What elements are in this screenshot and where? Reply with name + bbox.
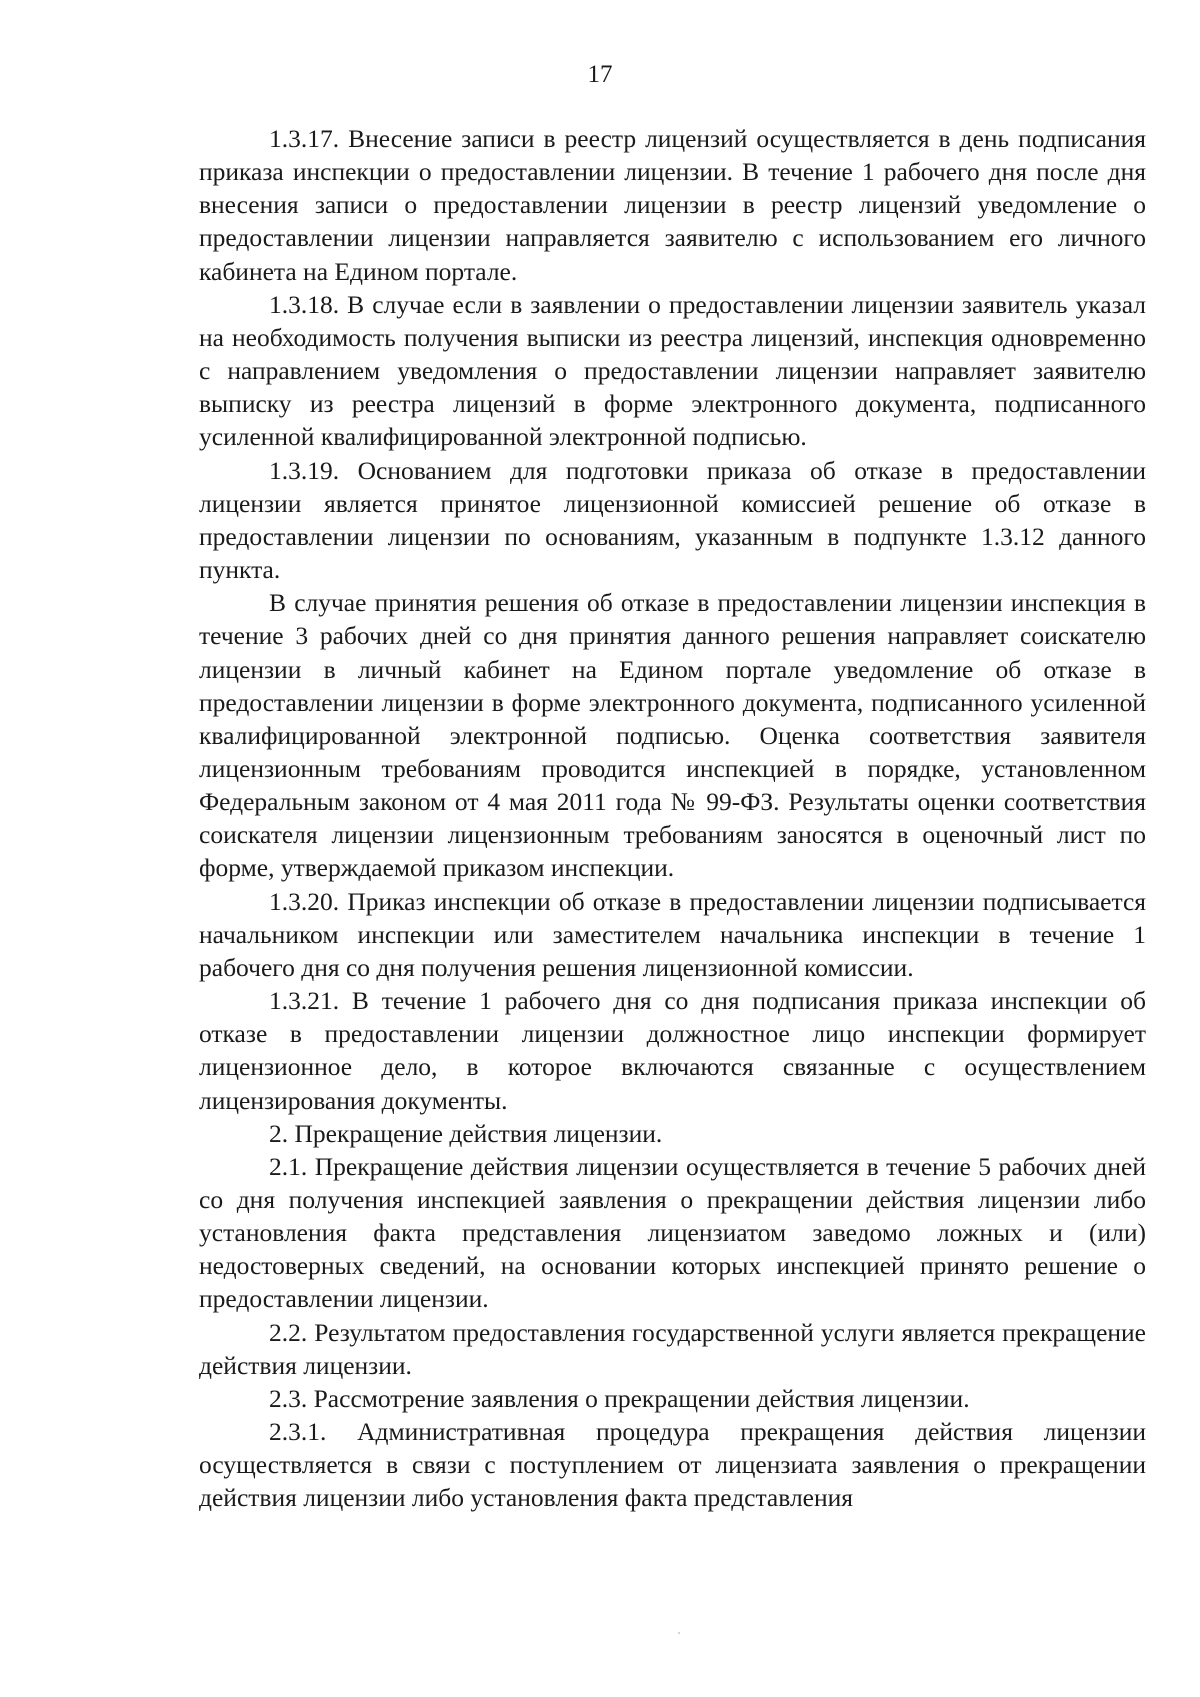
paragraph-1-3-18: 1.3.18. В случае если в заявлении о предоставлении лицензии заявитель указал на необходимость получения выписки из реестра лицензий, инспекция одновременно с направлением уведомления о предоставлении лицензии направляет заявителю выписку из реестра лицензий в форме электронного документа, подписанного усиленной квалифицированной электронной подписью. [199,289,1146,452]
document-body [199,122,1146,1515]
scan-speck [678,1632,680,1634]
paragraph-2-2: 2.2. Результатом предоставления государственной услуги является прекращение действия лицензии. [199,1317,1146,1380]
paragraph-1-3-21: 1.3.21. В течение 1 рабочего дня со дня подписания приказа инспекции об отказе в предоставлении лицензии должностное лицо инспекции формирует лицензионное дело, в которое включаются связанные с осуществлением лицензирования документы. [199,986,1146,1115]
paragraph-1-3-19: 1.3.19. Основанием для подготовки приказа об отказе в предоставлении лицензии является принятое лицензионной комиссией решение об отказе в предоставлении лицензии по основаниям, указанным в подпункте 1.3.12 данного пункта. [199,455,1146,585]
paragraph-2-1: 2.1. Прекращение действия лицензии осуществляется в течение 5 рабочих дней со дня получения инспекцией заявления о прекращении действия лицензии либо установления факта представления лицензиатом заведомо ложных и (или) недостоверных сведений, на основании которых инспекцией принято решение о предоставлении лицензии. [199,1151,1146,1314]
section-heading-2: 2. Прекращение действия лицензии. [269,1118,663,1148]
paragraph-refusal-notice: В случае принятия решения об отказе в предоставлении лицензии инспекция в течение 3 рабочих дней со дня принятия данного решения направляет соискателю лицензии в личный кабинет на Едином портале уведомление об отказе в предоставлении лицензии в форме электронного документа, подписанного усиленной квалифицированной электронной подписью. Оценка соответствия заявителя лицензионным требованиям проводится инспекцией в порядке, установленном Федеральным законом от 4 мая 2011 года № 99-ФЗ. Результаты оценки соответствия соискателя лицензии лицензионным требованиям заносятся в оценочный лист по форме, утверждаемой приказом инспекции. [199,588,1146,883]
paragraph-1-3-20: 1.3.20. Приказ инспекции об отказе в предоставлении лицензии подписывается начальником инспекции или заместителем начальника инспекции в течение 1 рабочего дня со дня получения решения лицензионной комиссии. [199,886,1146,982]
paragraph-2-3: 2.3. Рассмотрение заявления о прекращении действия лицензии. [269,1383,970,1413]
paragraph-1-3-17: 1.3.17. Внесение записи в реестр лицензий осуществляется в день подписания приказа инспекции о предоставлении лицензии. В течение 1 рабочего дня после дня внесения записи о предоставлении лицензии в реестр лицензий уведомление о предоставлении лицензии направляется заявителю с использованием его личного кабинета на Едином портале. [199,124,1146,286]
page-number: 17 [587,61,613,88]
paragraph-2-3-1: 2.3.1. Административная процедура прекращения действия лицензии осуществляется в связи с поступлением от лицензиата заявления о прекращении действия лицензии либо установления факта представления [199,1417,1146,1513]
